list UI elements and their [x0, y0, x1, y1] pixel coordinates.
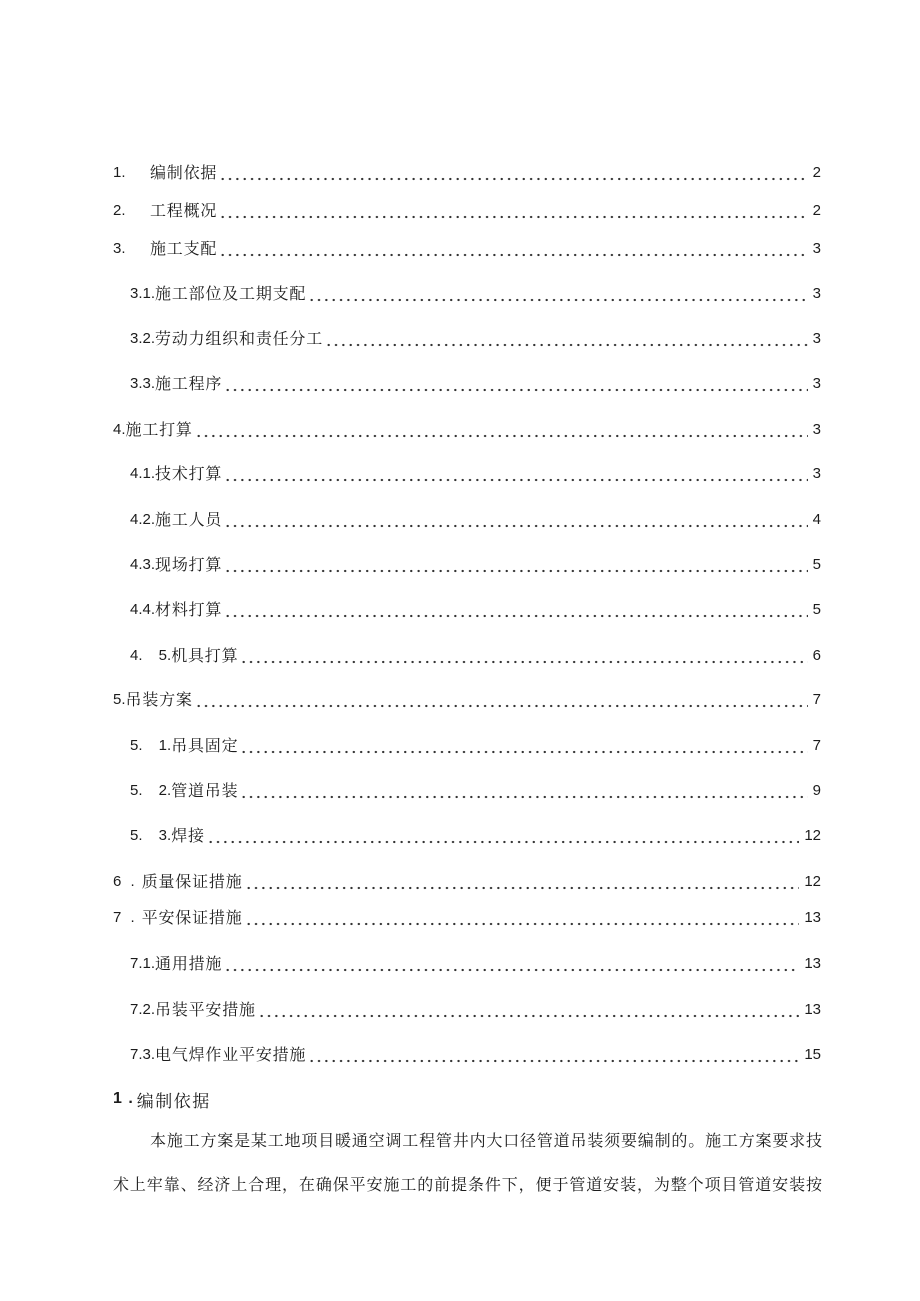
toc-entry[interactable]	[130, 374, 821, 394]
toc-entry-number: 4. 5.	[130, 647, 172, 664]
toc-entry[interactable]	[113, 872, 821, 892]
toc-entry-title: 施工打算	[125, 420, 193, 439]
toc-entry-title: 平安保证措施	[141, 908, 243, 927]
toc-entry-number: 5. 2.	[130, 782, 172, 799]
dot-leader	[245, 908, 800, 928]
toc-entry-title: 施工程序	[155, 374, 223, 393]
toc-entry[interactable]	[130, 284, 821, 304]
toc-entry-page: 3	[812, 330, 821, 347]
dot-leader	[325, 329, 808, 349]
toc-entry[interactable]	[130, 600, 821, 620]
paragraph-line: 术上牢靠、经济上合理，在确保平安施工的前提条件下，便于管道安装，为整个项目管道安装按	[113, 1175, 822, 1194]
toc-entry-title: 吊装平安措施	[155, 1000, 256, 1019]
toc-entry-page: 7	[812, 737, 821, 754]
toc-entry-number: 4.	[113, 421, 126, 438]
toc-entry-page: 3	[812, 421, 821, 438]
toc-entry-number: 5. 1.	[130, 737, 172, 754]
toc-entry-title: 吊具固定	[171, 736, 239, 755]
toc-entry-title: 编制依据	[150, 163, 218, 182]
toc-entry[interactable]	[113, 201, 821, 221]
toc-entry-title: 工程概况	[150, 201, 218, 220]
toc-entry-title: 施工部位及工期支配	[155, 284, 307, 303]
toc-entry[interactable]	[130, 510, 821, 530]
toc-entry-page: 12	[804, 873, 821, 890]
toc-entry-number: 7.2.	[130, 1001, 156, 1018]
toc-entry-page: 13	[804, 955, 821, 972]
dot-leader	[245, 872, 800, 892]
toc-entry-title: 材料打算	[155, 600, 223, 619]
toc-entry-number: 1.	[113, 164, 126, 181]
toc-entry-title: 施工支配	[150, 239, 218, 258]
dot-leader	[219, 239, 807, 259]
toc-entry-number: 2.	[113, 202, 126, 219]
dot-leader	[224, 954, 799, 974]
dot-leader	[195, 690, 808, 710]
dot-leader	[224, 555, 807, 575]
paragraph-line: 本施工方案是某工地项目暖通空调工程管井内大口径管道吊装须要编制的。施工方案要求技	[150, 1131, 822, 1150]
toc-entry-title: 管道吊装	[171, 781, 239, 800]
toc-entry-number: 7.3.	[130, 1046, 156, 1063]
toc-entry[interactable]	[130, 646, 821, 666]
dot-leader	[308, 284, 807, 304]
toc-entry-title: 通用措施	[155, 954, 223, 973]
toc-entry[interactable]	[113, 420, 821, 440]
toc-entry-title: 现场打算	[155, 555, 223, 574]
toc-entry[interactable]	[130, 826, 821, 846]
section-heading-title: 编制依据	[136, 1091, 211, 1112]
toc-entry-page: 4	[812, 511, 821, 528]
dot-leader	[224, 374, 807, 394]
dot-leader	[308, 1045, 799, 1065]
toc-entry[interactable]	[113, 690, 821, 710]
toc-entry-page: 13	[804, 1001, 821, 1018]
toc-entry-page: 7	[812, 691, 821, 708]
section-heading	[113, 1088, 211, 1110]
toc-entry-page: 3	[812, 375, 821, 392]
toc-entry[interactable]	[130, 555, 821, 575]
toc-entry[interactable]	[130, 464, 821, 484]
toc-entry-page: 3	[812, 465, 821, 482]
toc-entry[interactable]	[113, 908, 821, 928]
toc-entry-number: 4.1.	[130, 465, 156, 482]
toc-entry-title: 焊接	[171, 826, 205, 845]
toc-entry-number: 7.1.	[130, 955, 156, 972]
toc-entry-number: 7 .	[113, 909, 135, 926]
toc-entry-page: 15	[804, 1046, 821, 1063]
toc-entry-title: 机具打算	[171, 646, 239, 665]
toc-entry-title: 质量保证措施	[141, 872, 243, 891]
toc-entry-page: 5	[812, 601, 821, 618]
toc-entry[interactable]	[130, 1045, 821, 1065]
dot-leader	[224, 600, 807, 620]
dot-leader	[240, 736, 807, 756]
toc-entry-number: 6 .	[113, 873, 135, 890]
toc-entry-page: 5	[812, 556, 821, 573]
toc-entry-number: 4.2.	[130, 511, 156, 528]
toc-entry[interactable]	[113, 163, 821, 183]
toc-entry-title: 电气焊作业平安措施	[155, 1045, 307, 1064]
toc-entry-title: 技术打算	[155, 464, 223, 483]
toc-entry-page: 3	[812, 240, 821, 257]
toc-entry[interactable]	[130, 781, 821, 801]
toc-entry-page: 3	[812, 285, 821, 302]
toc-entry-page: 12	[804, 827, 821, 844]
toc-entry-page: 2	[812, 164, 821, 181]
toc-entry-number: 4.3.	[130, 556, 156, 573]
toc-entry-title: 施工人员	[155, 510, 223, 529]
toc-entry-number: 3.1.	[130, 285, 156, 302]
toc-entry-page: 6	[812, 647, 821, 664]
dot-leader	[224, 510, 807, 530]
dot-leader	[240, 781, 807, 801]
toc-entry-page: 2	[812, 202, 821, 219]
toc-entry-page: 13	[804, 909, 821, 926]
toc-entry-number: 3.2.	[130, 330, 156, 347]
dot-leader	[240, 646, 807, 666]
section-heading-number: 1 .	[113, 1090, 133, 1107]
toc-entry[interactable]	[130, 736, 821, 756]
dot-leader	[219, 163, 807, 183]
dot-leader	[195, 420, 808, 440]
toc-entry[interactable]	[130, 329, 821, 349]
toc-entry-number: 4.4.	[130, 601, 156, 618]
toc-entry-number: 5.	[113, 691, 126, 708]
dot-leader	[207, 826, 800, 846]
toc-entry[interactable]	[130, 1000, 821, 1020]
toc-entry[interactable]	[130, 954, 821, 974]
toc-entry-title: 劳动力组织和责任分工	[155, 329, 324, 348]
toc-entry-number: 3.	[113, 240, 126, 257]
toc-entry[interactable]	[113, 239, 821, 259]
toc-entry-title: 吊装方案	[125, 690, 193, 709]
dot-leader	[258, 1000, 799, 1020]
toc-entry-number: 5. 3.	[130, 827, 172, 844]
dot-leader	[219, 201, 807, 221]
toc-entry-page: 9	[812, 782, 821, 799]
toc-entry-number: 3.3.	[130, 375, 156, 392]
dot-leader	[224, 464, 807, 484]
body-paragraph	[0, 1120, 920, 1220]
